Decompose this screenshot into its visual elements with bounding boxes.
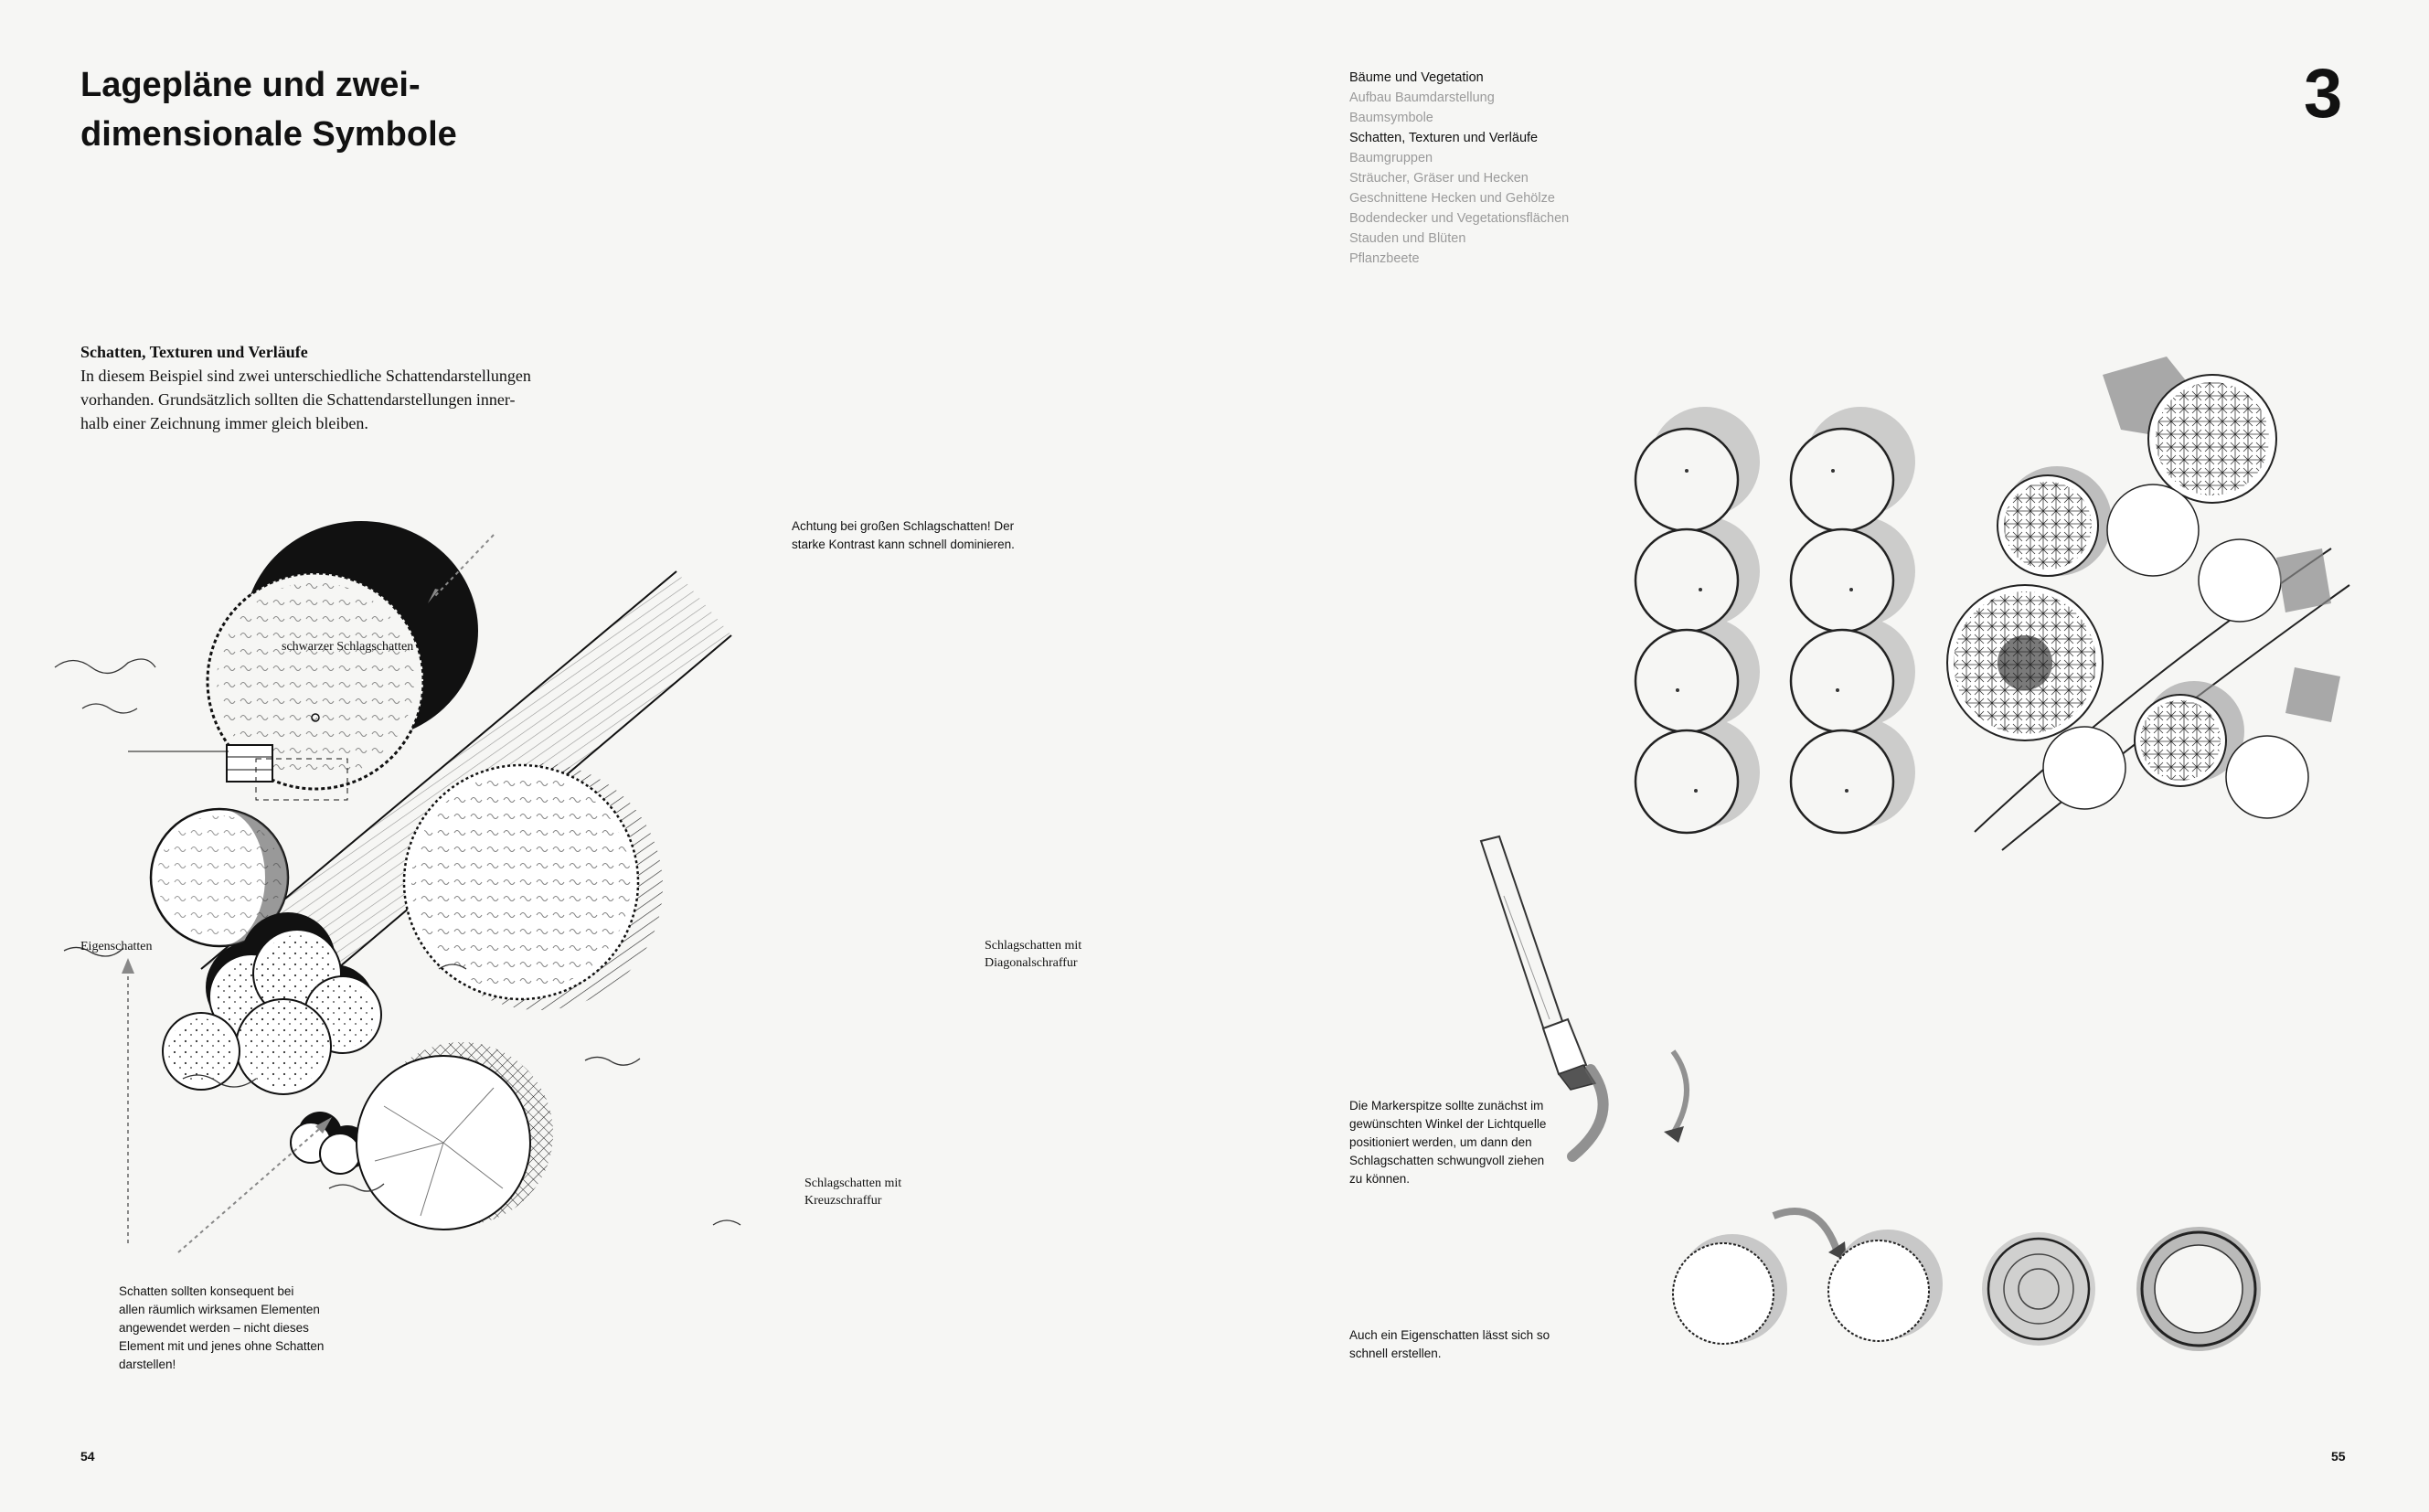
intro-line: In diesem Beispiel sind zwei unterschiedliche Schattendarstellungen: [80, 367, 531, 385]
chapter-number: 3: [2304, 55, 2343, 133]
toc-item[interactable]: Stauden und Blüten: [1349, 231, 1466, 246]
page-title: [80, 60, 666, 159]
chapter-toc: [1349, 68, 1569, 269]
annotation-warning: Achtung bei großen Schlagschatten! Der starke Kontrast kann schnell dominieren.: [792, 519, 1015, 551]
toc-item[interactable]: Pflanzbeete: [1349, 251, 1420, 266]
page-number-left: 54: [80, 1449, 95, 1464]
marker-steps-row: [1655, 1188, 2331, 1390]
toc-item[interactable]: Baumgruppen: [1349, 151, 1433, 165]
toc-item[interactable]: Sträucher, Gräser und Hecken: [1349, 171, 1529, 186]
toc-item[interactable]: Bodendecker und Vegetationsflächen: [1349, 211, 1570, 226]
toc-item[interactable]: Geschnittene Hecken und Gehölze: [1349, 191, 1555, 206]
intro-line: halb einer Zeichnung immer gleich bleiben.: [80, 414, 368, 432]
annotation-consistency: Schatten sollten konsequent bei allen räumlich wirksamen Elementen angewendet werden – nicht dieses Element mit und jenes ohne Schatten darstellen!: [119, 1284, 325, 1371]
tree-diagonal-shadow: [404, 763, 663, 1010]
site-plan-illustration: [73, 512, 1082, 1335]
toc-item[interactable]: Aufbau Baumdarstellung: [1349, 91, 1495, 105]
vegetation-group-sketch: [1947, 338, 2349, 850]
title-line-1: Lagepläne und zwei-: [80, 66, 421, 104]
annotation-self-shadow-quick: Auch ein Eigenschatten lässt sich so schnell erstellen.: [1349, 1328, 1550, 1360]
annotation-marker-tip: Die Markerspitze sollte zunächst im gewünschten Winkel der Lichtquelle positioniert werden, um dann den Schlagschatten schwungvoll ziehen zu können.: [1349, 1099, 1547, 1186]
toc-item[interactable]: Bäume und Vegetation: [1349, 70, 1484, 85]
toc-item-current[interactable]: Schatten, Texturen und Verläufe: [1349, 131, 1539, 145]
marker-circle-columns: [1614, 416, 1943, 827]
intro-line: vorhanden. Grundsätzlich sollten die Schattendarstellungen inner-: [80, 390, 516, 409]
label-black-shadow: schwarzer Schlagschatten: [282, 640, 414, 654]
section-heading: Schatten, Texturen und Verläufe: [80, 343, 308, 361]
page-number-right: 55: [2331, 1449, 2346, 1464]
intro-block: [80, 340, 592, 435]
toc-item[interactable]: Baumsymbole: [1349, 111, 1433, 125]
tree-cross-shadow: [357, 1042, 553, 1230]
label-cross-shadow: Schlagschatten mit Kreuzschraffur: [804, 1177, 902, 1208]
label-self-shadow: Eigenschatten: [80, 940, 153, 953]
label-diagonal-shadow: Schlagschatten mit Diagonalschraffur: [985, 939, 1082, 970]
title-line-2: dimensionale Symbole: [80, 115, 457, 154]
